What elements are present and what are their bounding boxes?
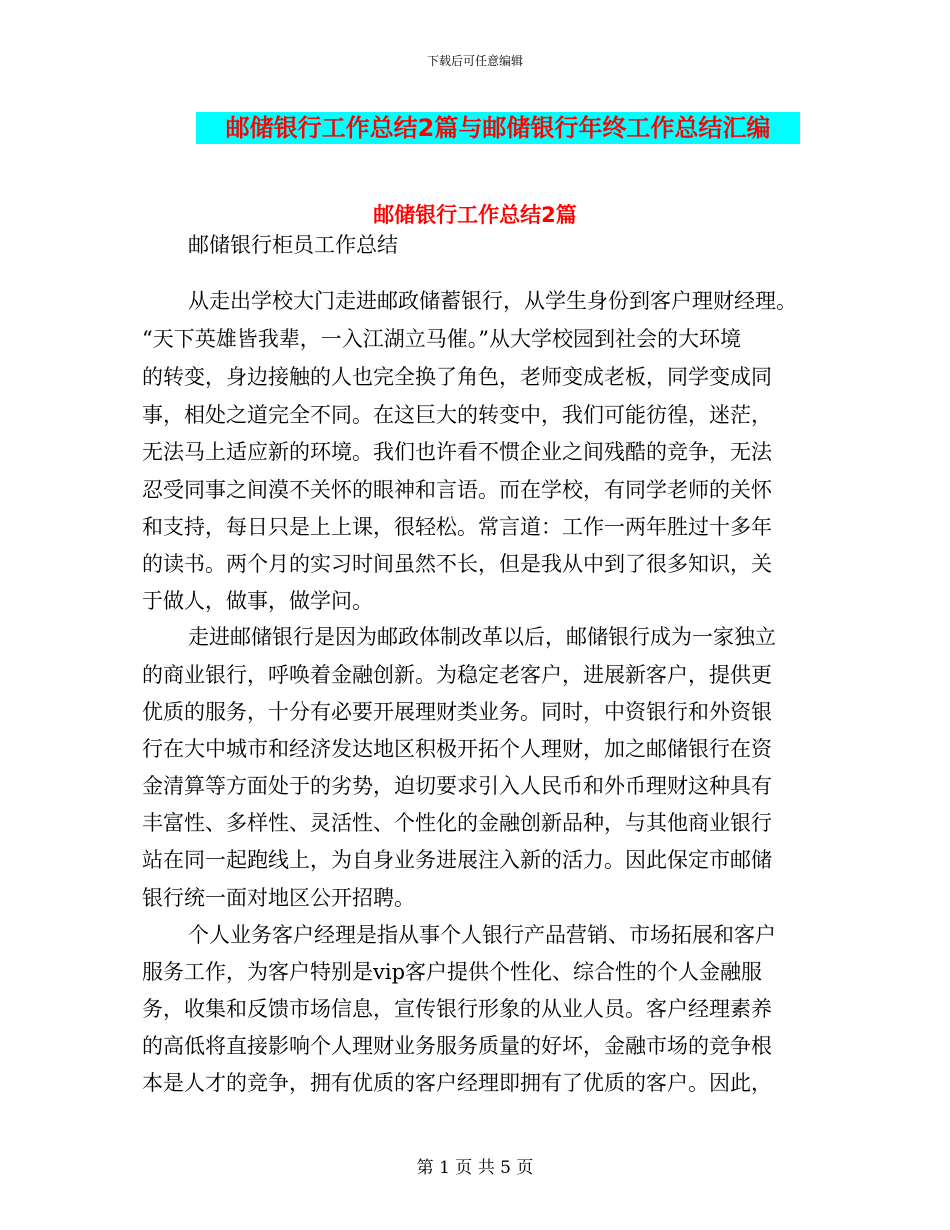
document-title: 邮储银行工作总结2篇与邮储银行年终工作总结汇编: [196, 112, 800, 144]
text-line: “天下英雄皆我辈，一入江湖立马催。”从大学校园到社会的大环境: [142, 327, 741, 351]
text-line: 站在同一起跑线上，为自身业务进展注入新的活力。因此保定市邮储: [142, 848, 772, 872]
text-line: 的商业银行，呼唤着金融创新。为稳定老客户，进展新客户，提供更: [142, 663, 772, 687]
text-line: 务，收集和反馈市场信息，宣传银行形象的从业人员。客户经理素养: [142, 997, 772, 1021]
text-line: 无法马上适应新的环境。我们也许看不惯企业之间残酷的竞争，无法: [142, 440, 772, 464]
text-line: 忍受同事之间漠不关怀的眼神和言语。而在学校，有同学老师的关怀: [142, 478, 772, 502]
text-line: 银行统一面对地区公开招聘。: [142, 886, 415, 910]
text-line: 行在大中城市和经济发达地区积极开拓个人理财，加之邮储银行在资: [142, 737, 772, 761]
text-line: 走进邮储银行是因为邮政体制改革以后，邮储银行成为一家独立: [188, 625, 776, 649]
text-line: 本是人才的竞争，拥有优质的客户经理即拥有了优质的客户。因此，: [142, 1071, 772, 1095]
text-line: 的高低将直接影响个人理财业务服务质量的好坏，金融市场的竞争根: [142, 1034, 772, 1058]
text-line: 邮储银行柜员工作总结: [188, 233, 398, 257]
text-line: 的读书。两个月的实习时间虽然不长，但是我从中到了很多知识，关: [142, 552, 772, 576]
text-line: 服务工作，为客户特别是vip客户提供个性化、综合性的个人金融服: [142, 960, 763, 984]
text-line: 优质的服务，十分有必要开展理财类业务。同时，中资银行和外资银: [142, 700, 772, 724]
text-line: 从走出学校大门走进邮政储蓄银行，从学生身份到客户理财经理。: [188, 289, 797, 313]
text-line: 丰富性、多样性、灵活性、个性化的金融创新品种，与其他商业银行: [142, 811, 772, 835]
text-line: 于做人，做事，做学问。: [142, 589, 373, 613]
page-number-footer: 第 1 页 共 5 页: [416, 1158, 534, 1178]
text-line: 金清算等方面处于的劣势，迫切要求引入人民币和外币理财这种具有: [142, 774, 772, 798]
page-header: 下载后可任意编辑: [426, 54, 523, 68]
text-line: 的转变，身边接触的人也完全换了角色，老师变成老板，同学变成同: [142, 365, 772, 389]
text-line: 和支持，每日只是上上课，很轻松。常言道：工作一两年胜过十多年: [142, 515, 772, 539]
text-line: 事，相处之道完全不同。在这巨大的转变中，我们可能彷徨，迷茫，: [142, 403, 772, 427]
section-title: 邮储银行工作总结2篇: [373, 203, 577, 227]
text-line: 个人业务客户经理是指从事个人银行产品营销、市场拓展和客户: [188, 923, 776, 947]
